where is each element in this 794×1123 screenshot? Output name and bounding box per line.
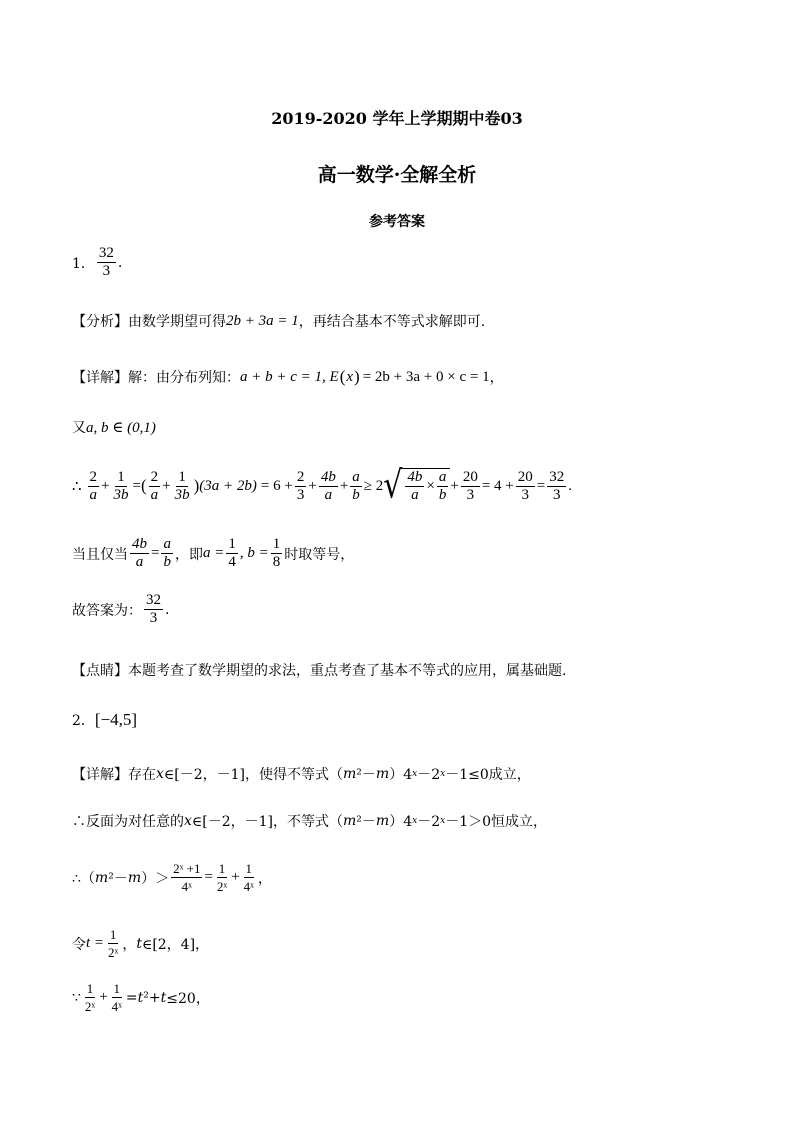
- q2-detail-line-2: ∴反面为对任意的 x ∈[－2，－1]，不等式（ m ²－ m ）4 x －2 x －1＞0恒成立，: [72, 813, 548, 830]
- comment-tag: 【点睛】: [72, 663, 128, 679]
- q2-detail-line-5: ∵ $\frac{1}{\text{2ˣ}}$ + $\frac{1}{\text{4ˣ}}$ = t ²+ t ≤20，: [72, 981, 210, 1014]
- square-root: √ $\frac{4b}{a}$ × $\frac{a}{b}$: [383, 468, 450, 504]
- document-subtitle: 高一数学·全解全析: [317, 164, 477, 186]
- analysis-equation: 2b + 3a = 1: [226, 312, 299, 329]
- q2-detail-line-1: 【详解】 存在 x ∈[－2，－1]，使得不等式（ m ²－ m ）4 x －2 x －1≤0成立，: [72, 766, 531, 783]
- q1-analysis: 【分析】 由数学期望可得 2b + 3a = 1 ，再结合基本不等式求解即可.: [72, 312, 486, 330]
- document-title: 2019-2020 学年上学期期中卷03: [271, 109, 523, 128]
- detail-tag: 【详解】: [72, 370, 128, 386]
- section-heading: 参考答案: [369, 214, 425, 230]
- detail-tag: 【详解】: [72, 767, 128, 783]
- q2-number: 2．: [72, 713, 95, 729]
- q1-derivation: ∴ $\frac{2}{a}$ + $\frac{1}{3b}$ = ( $\frac{2}{a}$ + $\frac{1}{3b}$ ) (3a + 2b) = 6 + $\frac{2}{3}$ + $\frac{4b}{a}$ + $\frac{a}{b}$ ≥ 2 √ $\frac{4b}{a}$ × $\frac{a}{b}$ + $\frac{20}{3}$ = 4 + $\frac{20}{3}$ = $\frac{32}{3}$ .: [72, 463, 572, 508]
- q1-comment: 【点睛】 本题考查了数学期望的求法，重点考查了基本不等式的应用，属基础题.: [72, 660, 566, 680]
- q1-condition: 又 a, b ∈ (0,1): [72, 419, 156, 436]
- q1-number: 1．: [72, 255, 95, 272]
- q2-detail-line-3: ∴（ m ²－ m ）＞ $\frac{\text{2ˣ +1}}{\text{4ˣ}}$ = $\frac{1}{\text{2ˣ}}$ + $\frac{1}{\text{4ˣ}}$ ，: [72, 861, 272, 894]
- q1-equality-condition: 当且仅当 $\frac{4b}{a}$ = $\frac{a}{b}$ ，即 a = $\frac{1}{4}$ , b = $\frac{1}{8}$ 时取等号，: [72, 536, 355, 570]
- analysis-tag: 【分析】: [72, 314, 128, 330]
- q2-answer: [−4,5]: [94, 710, 138, 729]
- q1-detail: 【详解】 解：由分布列知： a + b + c = 1, E ( x ) = 2b + 3a + 0 × c = 1 ，: [72, 367, 504, 386]
- q1-final-answer: 故答案为： $\frac{32}{3}$ .: [72, 592, 170, 626]
- q1-answer-line: 1． $\frac{32}{3}$ .: [72, 245, 123, 279]
- q2-answer-line: [72, 710, 137, 730]
- q1-answer-fraction: $\frac{32}{3}$: [98, 245, 114, 279]
- q2-detail-line-4: 令 t = $\frac{1}{\text{2ˣ}}$ ， t ∈[2，4]，: [72, 927, 210, 960]
